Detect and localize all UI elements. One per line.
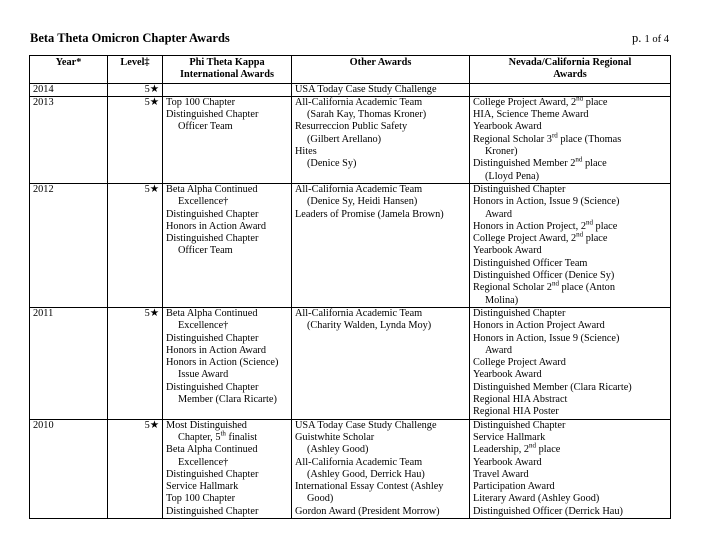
award-line (295, 97, 466, 109)
award-text: International Essay Contest (Ashley (295, 481, 444, 493)
award-line (473, 493, 667, 505)
award-text: Honors in Action Award (166, 344, 267, 356)
award-text: All-California Academic Team (295, 456, 423, 468)
column-header-regional-line: Nevada/California Regional (508, 57, 632, 68)
award-text: Guistwhite Scholar (295, 431, 375, 443)
award-line (166, 233, 288, 245)
award-text: Award (485, 208, 513, 220)
ordinal-suffix: th (220, 429, 226, 438)
award-text: All-California Academic Team (295, 183, 423, 195)
award-line (473, 171, 667, 183)
award-text: Hites (295, 146, 317, 158)
page-number (632, 31, 669, 46)
award-line (166, 97, 288, 109)
column-header-year: Year* (30, 56, 108, 84)
award-line (473, 97, 667, 109)
regional-awards-cell (470, 83, 671, 96)
award-text: Yearbook Award (473, 456, 542, 468)
ordinal-suffix: nd (551, 279, 559, 288)
award-text: Chapter, 5 (178, 431, 221, 443)
award-text: College Project Award, 2 (473, 96, 577, 108)
award-line (473, 121, 667, 133)
column-header-regional (470, 56, 671, 84)
award-text: (Charity Walden, Lynda Moy) (307, 320, 432, 332)
award-text: Regional Scholar 3 (473, 133, 552, 145)
year-cell: 2011 (30, 307, 108, 419)
award-line (166, 184, 288, 196)
year-cell: 2012 (30, 183, 108, 307)
award-line (473, 131, 667, 146)
award-line (473, 295, 667, 307)
award-line (295, 109, 466, 121)
column-header-other: Other Awards (292, 56, 470, 84)
award-text: Service Hallmark (166, 481, 239, 493)
award-line (473, 109, 667, 121)
award-text: Beta Alpha Continued (166, 444, 258, 456)
award-line (166, 444, 288, 456)
award-line (295, 184, 466, 196)
award-text: Beta Alpha Continued (166, 183, 258, 195)
award-text: Officer Team (178, 121, 233, 133)
award-line (166, 196, 288, 208)
column-header-ptk-line: International Awards (180, 69, 274, 81)
ptk-awards-cell (163, 96, 292, 183)
award-line (473, 457, 667, 469)
award-line (295, 84, 466, 96)
award-text: Honors in Action, Issue 9 (Science) (473, 196, 620, 208)
award-text-continued: place (583, 96, 608, 108)
award-line (473, 308, 667, 320)
award-line (473, 506, 667, 518)
award-line (473, 245, 667, 257)
award-text: Regional Scholar 2 (473, 282, 552, 294)
award-text: Regional HIA Abstract (473, 394, 568, 406)
column-header-ptk (163, 56, 292, 84)
page-number-prefix: p. (632, 31, 642, 45)
award-line (473, 230, 667, 245)
award-text: Distinguished Officer (Denice Sy) (473, 270, 615, 282)
award-text-continued: place (536, 444, 561, 456)
award-text: Excellence† (178, 456, 229, 468)
award-line (295, 506, 466, 518)
other-awards-cell (292, 83, 470, 96)
award-text-continued: finalist (225, 431, 258, 443)
award-line (295, 420, 466, 432)
table-row (30, 96, 671, 183)
table-header-row (30, 56, 671, 84)
award-text: USA Today Case Study Challenge (295, 83, 437, 95)
award-line (166, 333, 288, 345)
award-text: Excellence† (178, 196, 229, 208)
award-text: HIA, Science Theme Award (473, 109, 589, 121)
regional-awards-cell (470, 419, 671, 518)
ordinal-suffix: nd (575, 155, 583, 164)
award-text-continued: place (582, 158, 607, 170)
award-text: Literary Award (Ashley Good) (473, 493, 600, 505)
award-line (166, 345, 288, 357)
award-line (295, 158, 466, 170)
award-line (473, 320, 667, 332)
award-text: Officer Team (178, 245, 233, 257)
ptk-awards-cell (163, 307, 292, 419)
award-text: College Project Award (473, 357, 566, 369)
level-cell: 5★ (108, 183, 163, 307)
table-row (30, 307, 671, 419)
award-line (166, 481, 288, 493)
award-text: Beta Alpha Continued (166, 307, 258, 319)
award-text: Member (Clara Ricarte) (178, 394, 277, 406)
award-text: Most Distinguished (166, 419, 247, 431)
award-line (473, 441, 667, 456)
award-text: Resurreccion Public Safety (295, 121, 408, 133)
award-text: College Project Award, 2 (473, 233, 577, 245)
award-text: Leaders of Promise (Jamela Brown) (295, 208, 444, 220)
award-line (473, 394, 667, 406)
award-line (473, 369, 667, 381)
award-line (295, 308, 466, 320)
award-line (473, 481, 667, 493)
other-awards-cell (292, 419, 470, 518)
other-awards-cell (292, 183, 470, 307)
award-text: Honors in Action (Science) (166, 357, 279, 369)
award-text: Regional HIA Poster (473, 406, 559, 418)
award-text: Distinguished Chapter (166, 233, 259, 245)
award-text: Distinguished Officer (Derrick Hau) (473, 505, 623, 517)
award-text: (Gilbert Arellano) (307, 133, 382, 145)
award-text: Travel Award (473, 468, 529, 480)
award-line (295, 209, 466, 221)
award-line (166, 493, 288, 505)
award-text: (Ashley Good, Derrick Hau) (307, 468, 425, 480)
award-text: Yearbook Award (473, 245, 542, 257)
award-text: (Lloyd Pena) (485, 170, 540, 182)
award-text: Distinguished Chapter (166, 332, 259, 344)
award-line (473, 469, 667, 481)
award-line (166, 506, 288, 518)
award-text: Distinguished Chapter (166, 505, 259, 517)
year-cell: 2010 (30, 419, 108, 518)
award-text: Distinguished Chapter (166, 109, 259, 121)
award-line (166, 320, 288, 332)
award-line (473, 432, 667, 444)
award-line (473, 184, 667, 196)
award-line (166, 420, 288, 432)
award-line (473, 196, 667, 208)
award-text-continued: place (Anton (558, 282, 615, 294)
ordinal-suffix: rd (551, 131, 558, 140)
regional-awards-cell (470, 183, 671, 307)
page-number-value: 1 of 4 (644, 34, 669, 45)
award-text: Issue Award (178, 369, 229, 381)
document-title: Beta Theta Omicron Chapter Awards (30, 31, 230, 45)
award-text: Distinguished Chapter (473, 419, 566, 431)
award-line (166, 394, 288, 406)
award-line (295, 432, 466, 444)
award-text: Kroner) (485, 146, 518, 158)
award-line (166, 469, 288, 481)
award-line (295, 121, 466, 133)
award-text: Distinguished Chapter (473, 307, 566, 319)
award-line (473, 333, 667, 345)
year-cell: 2013 (30, 96, 108, 183)
award-text: Good) (307, 493, 334, 505)
award-line (473, 279, 667, 294)
award-line (295, 146, 466, 158)
ordinal-suffix: nd (576, 96, 584, 103)
award-text: Leadership, 2 (473, 444, 530, 456)
award-line (473, 146, 667, 158)
award-line (473, 209, 667, 221)
award-text: (Denice Sy, Heidi Hansen) (307, 196, 418, 208)
award-line (473, 155, 667, 170)
award-text-continued: place (592, 220, 618, 232)
year-cell: 2014 (30, 83, 108, 96)
award-line (166, 308, 288, 320)
ordinal-suffix: nd (585, 218, 593, 227)
award-line (473, 345, 667, 357)
other-awards-cell (292, 96, 470, 183)
column-header-level: Level‡ (108, 56, 163, 84)
award-line (473, 406, 667, 418)
ordinal-suffix: nd (576, 230, 584, 239)
award-text: Distinguished Chapter (166, 208, 259, 220)
awards-table (29, 55, 671, 519)
award-text: Molina) (485, 294, 519, 306)
award-text: Honors in Action, Issue 9 (Science) (473, 332, 620, 344)
award-line (295, 196, 466, 208)
award-line (473, 270, 667, 282)
award-text: Top 100 Chapter (166, 96, 236, 108)
award-text: Honors in Action Project Award (473, 320, 605, 332)
award-line (166, 245, 288, 257)
column-header-ptk-line: Phi Theta Kappa (189, 57, 265, 68)
award-line (166, 209, 288, 221)
regional-awards-cell (470, 307, 671, 419)
award-line (166, 357, 288, 369)
column-header-regional-line: Awards (553, 69, 587, 81)
award-line (295, 134, 466, 146)
award-text: Service Hallmark (473, 431, 546, 443)
ptk-awards-cell (163, 83, 292, 96)
award-line (473, 382, 667, 394)
award-text: Distinguished Officer Team (473, 257, 588, 269)
table-body (30, 83, 671, 518)
award-text: Honors in Action Project, 2 (473, 220, 586, 232)
table-row (30, 419, 671, 518)
award-line (295, 493, 466, 505)
award-text: Honors in Action Award (166, 220, 267, 232)
award-text: Distinguished Chapter (473, 183, 566, 195)
award-text: Participation Award (473, 481, 555, 493)
award-text: Award (485, 344, 513, 356)
award-text: Gordon Award (President Morrow) (295, 505, 440, 517)
award-line (166, 369, 288, 381)
document-header (30, 31, 669, 49)
table-row (30, 83, 671, 96)
award-text: USA Today Case Study Challenge (295, 419, 437, 431)
level-cell: 5★ (108, 419, 163, 518)
award-text: All-California Academic Team (295, 96, 423, 108)
award-line (295, 320, 466, 332)
award-line (166, 109, 288, 121)
award-text: (Sarah Kay, Thomas Kroner) (307, 109, 427, 121)
award-text-continued: place (583, 233, 608, 245)
level-cell: 5★ (108, 307, 163, 419)
level-cell: 5★ (108, 96, 163, 183)
award-text: Distinguished Chapter (166, 468, 259, 480)
award-text: Excellence† (178, 320, 229, 332)
award-line (473, 420, 667, 432)
award-line (295, 481, 466, 493)
award-line (166, 382, 288, 394)
ptk-awards-cell (163, 419, 292, 518)
award-line (295, 444, 466, 456)
award-line (166, 121, 288, 133)
award-line (166, 457, 288, 469)
table-row (30, 183, 671, 307)
award-line (295, 457, 466, 469)
award-text: (Denice Sy) (307, 158, 357, 170)
ptk-awards-cell (163, 183, 292, 307)
ordinal-suffix: nd (529, 441, 537, 450)
award-text-continued: place (Thomas (557, 133, 622, 145)
award-text: All-California Academic Team (295, 307, 423, 319)
award-text: Distinguished Member (Clara Ricarte) (473, 381, 632, 393)
award-text: Yearbook Award (473, 121, 542, 133)
award-text: Yearbook Award (473, 369, 542, 381)
award-line (473, 218, 667, 233)
award-line (166, 221, 288, 233)
award-text: (Ashley Good) (307, 444, 369, 456)
award-text: Top 100 Chapter (166, 493, 236, 505)
award-line (473, 258, 667, 270)
award-text: Distinguished Member 2 (473, 158, 576, 170)
award-line (166, 429, 288, 444)
award-text: Distinguished Chapter (166, 381, 259, 393)
level-cell: 5★ (108, 83, 163, 96)
award-line (473, 357, 667, 369)
other-awards-cell (292, 307, 470, 419)
regional-awards-cell (470, 96, 671, 183)
award-line (295, 469, 466, 481)
